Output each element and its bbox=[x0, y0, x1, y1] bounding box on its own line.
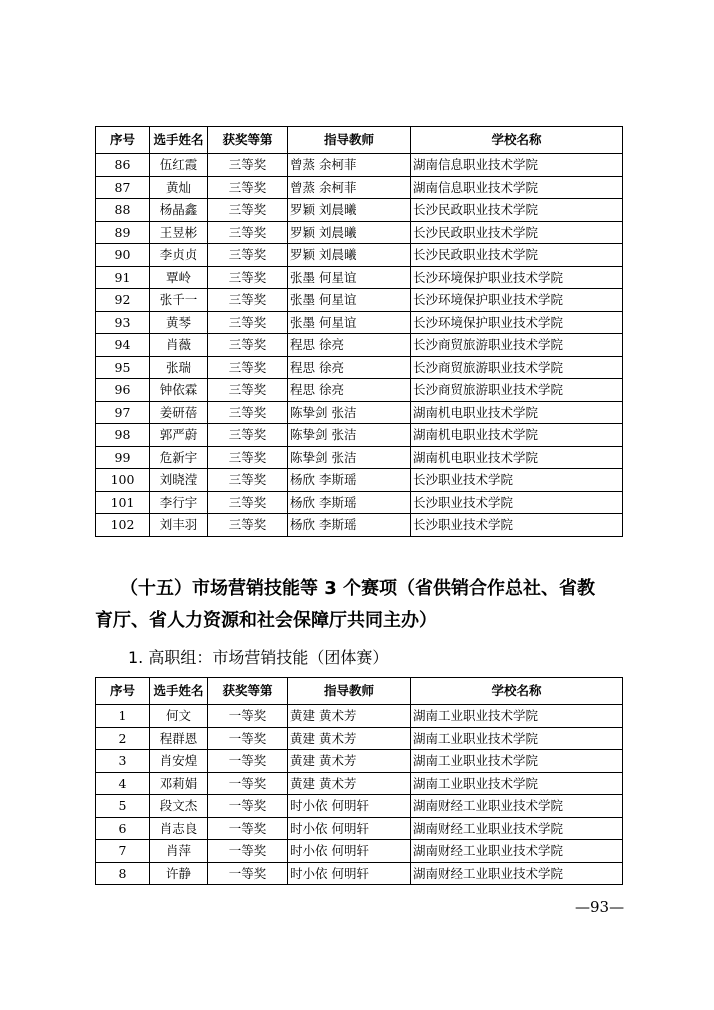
awards-table-top-body bbox=[96, 154, 623, 537]
cell-teacher: 张墨 何星谊 bbox=[288, 289, 411, 312]
cell-name: 肖安煌 bbox=[150, 750, 208, 773]
table-row bbox=[96, 705, 623, 728]
cell-school: 长沙环境保护职业技术学院 bbox=[411, 311, 623, 334]
cell-name: 许静 bbox=[150, 862, 208, 885]
cell-award: 三等奖 bbox=[208, 356, 288, 379]
cell-teacher: 罗颖 刘晨曦 bbox=[288, 244, 411, 267]
cell-award: 一等奖 bbox=[208, 840, 288, 863]
cell-teacher: 时小依 何明轩 bbox=[288, 862, 411, 885]
cell-teacher: 黄建 黄术芳 bbox=[288, 705, 411, 728]
cell-award: 三等奖 bbox=[208, 266, 288, 289]
table-header-row bbox=[96, 678, 623, 705]
cell-school: 湖南信息职业技术学院 bbox=[411, 176, 623, 199]
cell-name: 黄琴 bbox=[150, 311, 208, 334]
table-row bbox=[96, 469, 623, 492]
cell-teacher: 时小依 何明轩 bbox=[288, 817, 411, 840]
cell-award: 三等奖 bbox=[208, 244, 288, 267]
table-row bbox=[96, 491, 623, 514]
cell-award: 三等奖 bbox=[208, 221, 288, 244]
cell-award: 三等奖 bbox=[208, 199, 288, 222]
cell-name: 危新宇 bbox=[150, 446, 208, 469]
table-row bbox=[96, 311, 623, 334]
cell-name: 李贞贞 bbox=[150, 244, 208, 267]
cell-school: 长沙职业技术学院 bbox=[411, 491, 623, 514]
cell-school: 湖南机电职业技术学院 bbox=[411, 424, 623, 447]
table-row bbox=[96, 266, 623, 289]
cell-award: 三等奖 bbox=[208, 424, 288, 447]
cell-school: 长沙商贸旅游职业技术学院 bbox=[411, 356, 623, 379]
cell-index: 92 bbox=[96, 289, 150, 312]
cell-index: 95 bbox=[96, 356, 150, 379]
cell-index: 1 bbox=[96, 705, 150, 728]
cell-index: 102 bbox=[96, 514, 150, 537]
cell-award: 三等奖 bbox=[208, 334, 288, 357]
cell-name: 杨晶鑫 bbox=[150, 199, 208, 222]
col-header-index: 序号 bbox=[96, 678, 150, 705]
table-row bbox=[96, 750, 623, 773]
cell-award: 三等奖 bbox=[208, 514, 288, 537]
cell-award: 三等奖 bbox=[208, 176, 288, 199]
cell-name: 郭严蔚 bbox=[150, 424, 208, 447]
cell-index: 88 bbox=[96, 199, 150, 222]
cell-teacher: 程思 徐亮 bbox=[288, 379, 411, 402]
cell-teacher: 杨欣 李斯瑶 bbox=[288, 514, 411, 537]
cell-award: 一等奖 bbox=[208, 727, 288, 750]
cell-name: 刘丰羽 bbox=[150, 514, 208, 537]
cell-name: 钟依霖 bbox=[150, 379, 208, 402]
cell-school: 湖南工业职业技术学院 bbox=[411, 750, 623, 773]
col-header-award: 获奖等第 bbox=[208, 678, 288, 705]
cell-index: 86 bbox=[96, 154, 150, 177]
table-row bbox=[96, 772, 623, 795]
cell-name: 黄灿 bbox=[150, 176, 208, 199]
cell-teacher: 杨欣 李斯瑶 bbox=[288, 491, 411, 514]
table-row bbox=[96, 514, 623, 537]
cell-name: 肖志良 bbox=[150, 817, 208, 840]
cell-name: 何文 bbox=[150, 705, 208, 728]
cell-name: 姜研蓓 bbox=[150, 401, 208, 424]
table-row bbox=[96, 334, 623, 357]
cell-index: 101 bbox=[96, 491, 150, 514]
table-row bbox=[96, 356, 623, 379]
col-header-school: 学校名称 bbox=[411, 127, 623, 154]
cell-index: 99 bbox=[96, 446, 150, 469]
cell-award: 一等奖 bbox=[208, 795, 288, 818]
table-row bbox=[96, 840, 623, 863]
cell-award: 一等奖 bbox=[208, 772, 288, 795]
cell-index: 98 bbox=[96, 424, 150, 447]
cell-teacher: 罗颖 刘晨曦 bbox=[288, 221, 411, 244]
cell-index: 2 bbox=[96, 727, 150, 750]
cell-school: 湖南工业职业技术学院 bbox=[411, 772, 623, 795]
col-header-name: 选手姓名 bbox=[150, 678, 208, 705]
cell-award: 三等奖 bbox=[208, 154, 288, 177]
table-row bbox=[96, 379, 623, 402]
cell-school: 湖南机电职业技术学院 bbox=[411, 446, 623, 469]
cell-school: 湖南信息职业技术学院 bbox=[411, 154, 623, 177]
cell-award: 一等奖 bbox=[208, 705, 288, 728]
cell-teacher: 陈挚剑 张洁 bbox=[288, 446, 411, 469]
cell-name: 王昱彬 bbox=[150, 221, 208, 244]
cell-name: 李行宇 bbox=[150, 491, 208, 514]
cell-teacher: 时小依 何明轩 bbox=[288, 840, 411, 863]
cell-school: 湖南财经工业职业技术学院 bbox=[411, 817, 623, 840]
cell-award: 一等奖 bbox=[208, 817, 288, 840]
cell-school: 湖南财经工业职业技术学院 bbox=[411, 862, 623, 885]
col-header-teacher: 指导教师 bbox=[288, 678, 411, 705]
cell-school: 湖南工业职业技术学院 bbox=[411, 727, 623, 750]
cell-index: 4 bbox=[96, 772, 150, 795]
cell-school: 长沙环境保护职业技术学院 bbox=[411, 266, 623, 289]
cell-teacher: 陈挚剑 张洁 bbox=[288, 401, 411, 424]
table-row bbox=[96, 424, 623, 447]
cell-award: 三等奖 bbox=[208, 379, 288, 402]
cell-teacher: 张墨 何星谊 bbox=[288, 266, 411, 289]
cell-teacher: 张墨 何星谊 bbox=[288, 311, 411, 334]
table-row bbox=[96, 817, 623, 840]
table-row bbox=[96, 154, 623, 177]
cell-index: 5 bbox=[96, 795, 150, 818]
cell-award: 一等奖 bbox=[208, 862, 288, 885]
table-row bbox=[96, 199, 623, 222]
cell-teacher: 罗颖 刘晨曦 bbox=[288, 199, 411, 222]
cell-school: 长沙民政职业技术学院 bbox=[411, 199, 623, 222]
cell-name: 邓莉娟 bbox=[150, 772, 208, 795]
cell-award: 一等奖 bbox=[208, 750, 288, 773]
cell-index: 100 bbox=[96, 469, 150, 492]
col-header-school: 学校名称 bbox=[411, 678, 623, 705]
cell-school: 湖南财经工业职业技术学院 bbox=[411, 840, 623, 863]
cell-teacher: 黄建 黄术芳 bbox=[288, 772, 411, 795]
col-header-index: 序号 bbox=[96, 127, 150, 154]
cell-teacher: 杨欣 李斯瑶 bbox=[288, 469, 411, 492]
cell-teacher: 程思 徐亮 bbox=[288, 356, 411, 379]
cell-index: 87 bbox=[96, 176, 150, 199]
cell-teacher: 陈挚剑 张洁 bbox=[288, 424, 411, 447]
cell-teacher: 程思 徐亮 bbox=[288, 334, 411, 357]
cell-award: 三等奖 bbox=[208, 446, 288, 469]
cell-school: 长沙商贸旅游职业技术学院 bbox=[411, 379, 623, 402]
cell-name: 张瑞 bbox=[150, 356, 208, 379]
cell-index: 3 bbox=[96, 750, 150, 773]
cell-award: 三等奖 bbox=[208, 491, 288, 514]
cell-school: 湖南财经工业职业技术学院 bbox=[411, 795, 623, 818]
cell-school: 湖南工业职业技术学院 bbox=[411, 705, 623, 728]
subheading: 1. 高职组：市场营销技能（团体赛） bbox=[128, 648, 389, 667]
cell-index: 94 bbox=[96, 334, 150, 357]
col-header-award: 获奖等第 bbox=[208, 127, 288, 154]
cell-school: 长沙职业技术学院 bbox=[411, 514, 623, 537]
cell-index: 91 bbox=[96, 266, 150, 289]
page-number: —93— bbox=[575, 898, 625, 916]
cell-index: 93 bbox=[96, 311, 150, 334]
cell-index: 6 bbox=[96, 817, 150, 840]
cell-school: 长沙民政职业技术学院 bbox=[411, 221, 623, 244]
cell-teacher: 时小依 何明轩 bbox=[288, 795, 411, 818]
col-header-teacher: 指导教师 bbox=[288, 127, 411, 154]
cell-school: 长沙商贸旅游职业技术学院 bbox=[411, 334, 623, 357]
cell-name: 刘晓滢 bbox=[150, 469, 208, 492]
cell-school: 长沙环境保护职业技术学院 bbox=[411, 289, 623, 312]
cell-name: 伍红霞 bbox=[150, 154, 208, 177]
table-row bbox=[96, 727, 623, 750]
awards-table-top bbox=[95, 126, 623, 537]
table-header-row bbox=[96, 127, 623, 154]
cell-teacher: 黄建 黄术芳 bbox=[288, 727, 411, 750]
cell-award: 三等奖 bbox=[208, 401, 288, 424]
awards-table-bottom-body bbox=[96, 705, 623, 885]
cell-index: 96 bbox=[96, 379, 150, 402]
table-row bbox=[96, 244, 623, 267]
cell-index: 90 bbox=[96, 244, 150, 267]
cell-teacher: 曾蒸 余柯菲 bbox=[288, 176, 411, 199]
cell-name: 肖萍 bbox=[150, 840, 208, 863]
cell-index: 97 bbox=[96, 401, 150, 424]
cell-index: 7 bbox=[96, 840, 150, 863]
cell-name: 程群恩 bbox=[150, 727, 208, 750]
cell-school: 长沙职业技术学院 bbox=[411, 469, 623, 492]
cell-name: 肖薇 bbox=[150, 334, 208, 357]
cell-teacher: 曾蒸 余柯菲 bbox=[288, 154, 411, 177]
cell-award: 三等奖 bbox=[208, 469, 288, 492]
cell-teacher: 黄建 黄术芳 bbox=[288, 750, 411, 773]
cell-name: 张千一 bbox=[150, 289, 208, 312]
cell-index: 89 bbox=[96, 221, 150, 244]
cell-name: 覃岭 bbox=[150, 266, 208, 289]
col-header-name: 选手姓名 bbox=[150, 127, 208, 154]
cell-award: 三等奖 bbox=[208, 311, 288, 334]
table-row bbox=[96, 401, 623, 424]
table-row bbox=[96, 221, 623, 244]
table-row bbox=[96, 446, 623, 469]
section-heading-line1: （十五）市场营销技能等 3 个赛项（省供销合作总社、省教 bbox=[120, 578, 596, 599]
table-row bbox=[96, 795, 623, 818]
table-row bbox=[96, 289, 623, 312]
cell-name: 段文杰 bbox=[150, 795, 208, 818]
table-row bbox=[96, 862, 623, 885]
table-row bbox=[96, 176, 623, 199]
cell-award: 三等奖 bbox=[208, 289, 288, 312]
cell-school: 长沙民政职业技术学院 bbox=[411, 244, 623, 267]
cell-index: 8 bbox=[96, 862, 150, 885]
awards-table-bottom bbox=[95, 677, 623, 885]
section-heading-line2: 育厅、省人力资源和社会保障厅共同主办） bbox=[95, 610, 437, 631]
cell-school: 湖南机电职业技术学院 bbox=[411, 401, 623, 424]
